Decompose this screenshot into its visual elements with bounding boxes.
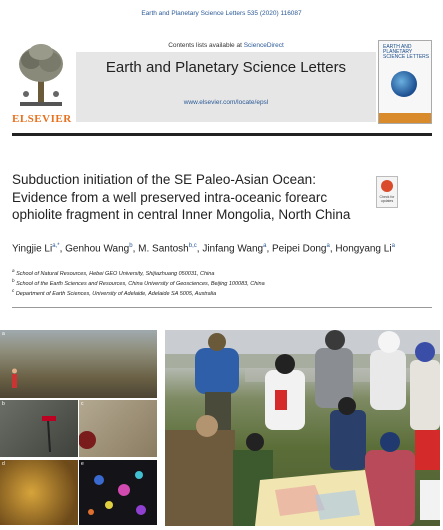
sciencedirect-link[interactable]: ScienceDirect [243, 42, 284, 49]
author-superscript: a [263, 243, 267, 249]
journal-title: Earth and Planetary Science Letters [105, 59, 347, 76]
affiliation-superscript: b [12, 278, 15, 283]
author-superscript: a [391, 243, 395, 249]
affiliation [12, 288, 432, 297]
panel-label: d [2, 461, 5, 467]
tree-icon [16, 42, 66, 108]
cover-title: EARTH AND PLANETARY SCIENCE LETTERS [383, 44, 430, 60]
update-icon [381, 180, 393, 192]
hammer-icon [0, 400, 78, 457]
journal-reference: Earth and Planetary Science Letters 535 (2020) 116087 [141, 10, 302, 17]
thin-section-photo [79, 460, 157, 525]
author-name[interactable]: Genhou Wang [65, 243, 130, 255]
field-team-photo [165, 330, 440, 526]
outcrop-photo [0, 330, 157, 398]
affiliation-text: School of Natural Resources, Hebei GEO University, Shijiazhuang 050031, China [16, 270, 215, 277]
author-superscript: a,* [52, 243, 60, 249]
author-name[interactable]: Yingjie Li [12, 243, 53, 255]
panel-label: c [81, 401, 84, 407]
author-list: Yingjie $Li^{a,*}$, Genhou Wang$^b$, M. Santosh$^{b,c}$, Jinfang Wang$^a$, Peipei Dong$^a$, Hongyang Li$^a$ [12, 243, 395, 255]
author-superscript: b,c [188, 243, 197, 249]
contents-prefix: Contents lists available at [168, 42, 244, 49]
affiliation-superscript: a [12, 268, 15, 273]
affiliation-text: School of the Earth Sciences and Resources, China University of Geosciences, Beijing 100083, China [16, 280, 265, 287]
author-name[interactable]: Hongyang Li [335, 243, 392, 255]
check-for-updates-badge[interactable] [376, 176, 398, 208]
rock-closeup-photo [0, 400, 78, 457]
lens-cap-icon [79, 400, 157, 457]
journal-banner [76, 40, 376, 130]
author-name[interactable]: Jinfang Wang [202, 243, 264, 255]
publisher-name: ELSEVIER [12, 113, 72, 125]
author-name[interactable]: M. Santosh [138, 243, 189, 255]
panel-label: e [81, 461, 84, 467]
article-title: Subduction initiation of the SE Paleo-Asian Ocean: Evidence from a well preserved intra-oceanic forearc ophiolite fragment in central Inner Mongolia, North China [12, 172, 351, 222]
elsevier-logo[interactable] [12, 40, 70, 130]
journal-url-link[interactable]: www.elsevier.com/locate/epsl [183, 99, 269, 106]
affiliation [12, 268, 432, 277]
header-divider [12, 133, 432, 136]
author-name[interactable]: Peipei Dong [272, 243, 327, 255]
outcrop-figure [0, 330, 157, 398]
panel-label: a [2, 331, 5, 337]
cover-globe-graphic [391, 71, 417, 97]
microscope-photo [0, 460, 78, 525]
journal-header [12, 40, 432, 130]
panel-label: b [2, 401, 5, 407]
contents-line [76, 42, 376, 49]
affiliation-text: Department of Earth Sciences, University of Adelaide, Adelaide SA 5005, Australia [15, 290, 217, 297]
author-superscript: b [129, 243, 133, 249]
section-divider [12, 307, 432, 308]
check-badge-label: Check for updates [379, 195, 395, 203]
mineral-grains [79, 460, 157, 525]
journal-cover-thumbnail[interactable] [378, 40, 432, 124]
affiliation [12, 278, 432, 287]
field-team-figure [165, 330, 440, 526]
rock-texture-photo [79, 400, 157, 457]
affiliation-superscript: c [12, 288, 15, 293]
cover-band [379, 113, 431, 123]
author-superscript: a [326, 243, 330, 249]
